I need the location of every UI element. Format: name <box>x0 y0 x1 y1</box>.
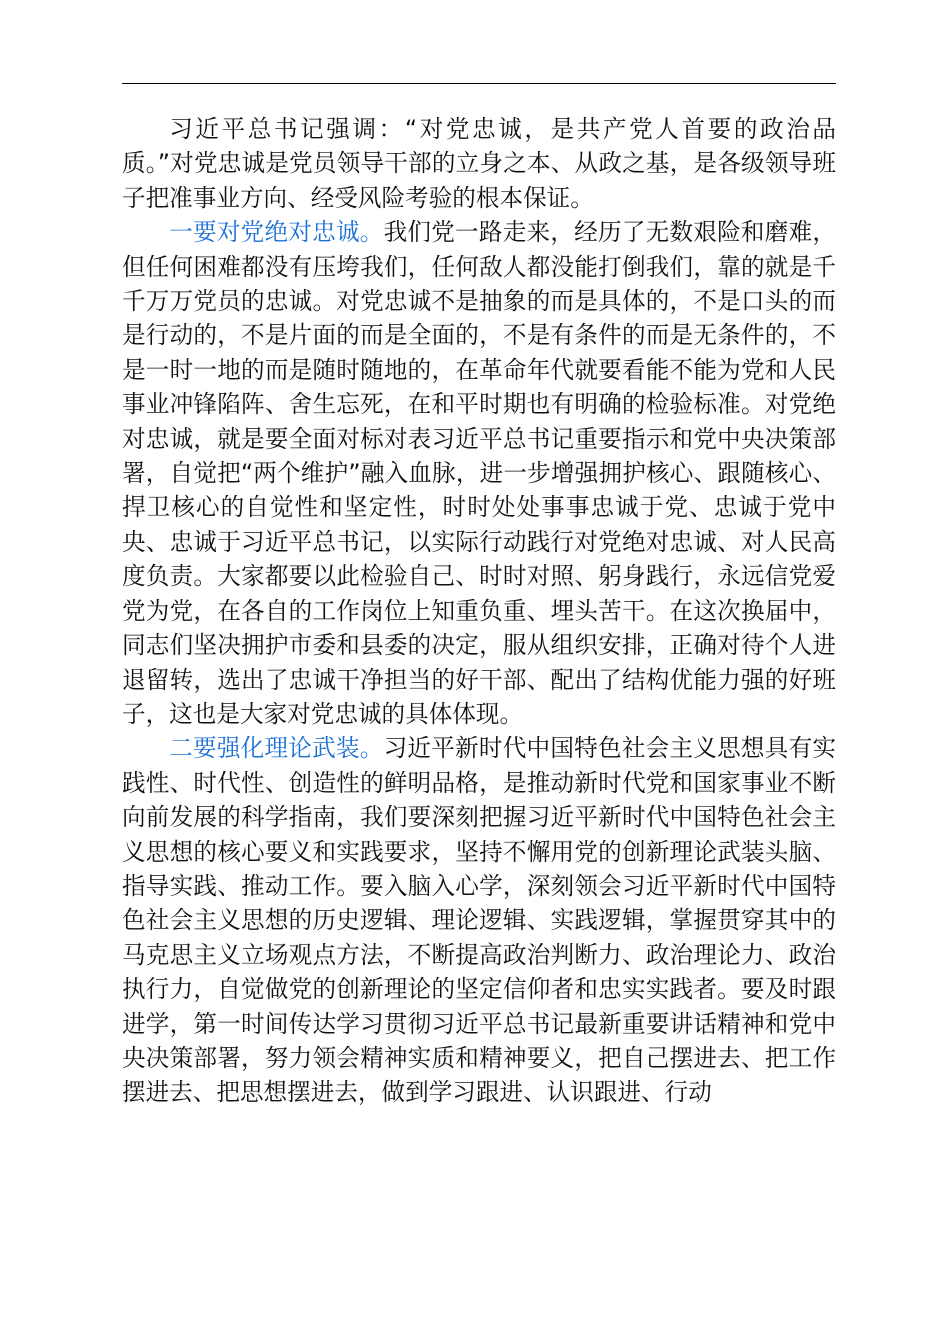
paragraph-intro <box>122 112 836 215</box>
paragraph-lead-heading: 二要强化理论武装。 <box>169 734 384 763</box>
paragraph-loyalty <box>122 215 836 731</box>
header-rule <box>122 83 836 84</box>
paragraph-text: 习近平总书记强调：“对党忠诚，是共产党人首要的政治品质。”对党忠诚是党员领导干部的立身之本、从政之基，是各级领导班子把准事业方向、经受风险考验的根本保证。 <box>122 115 836 212</box>
paragraph-text: 习近平新时代中国特色社会主义思想具有实践性、时代性、创造性的鲜明品格，是推动新时代党和国家事业不断向前发展的科学指南，我们要深刻把握习近平新时代中国特色社会主义思想的核心要义和实践要求，坚持不懈用党的创新理论武装头脑、指导实践、推动工作。要入脑入心学，深刻领会习近平新时代中国特色社会主义思想的历史逻辑、理论逻辑、实践逻辑，掌握贯穿其中的马克思主义立场观点方法，不断提高政治判断力、政治理论力、政治执行力，自觉做党的创新理论的坚定信仰者和忠实实践者。要及时跟进学，第一时间传达学习贯彻习近平总书记最新重要讲话精神和党中央决策部署，努力领会精神实质和精神要义，把自己摆进去、把工作摆进去、把思想摆进去，做到学习跟进、认识跟进、行动 <box>122 734 836 1107</box>
paragraph-text: 我们党一路走来，经历了无数艰险和磨难，但任何困难都没有压垮我们，任何敌人都没能打倒我们，靠的就是千千万万党员的忠诚。对党忠诚不是抽象的而是具体的，不是口头的而是行动的，不是片面的而是全面的，不是有条件的而是无条件的，不是一时一地的而是随时随地的，在革命年代就要看能不能为党和人民事业冲锋陷阵、舍生忘死，在和平时期也有明确的检验标准。对党绝对忠诚，就是要全面对标对表习近平总书记重要指示和党中央决策部署，自觉把“两个维护”融入血脉，进一步增强拥护核心、跟随核心、捍卫核心的自觉性和坚定性，时时处处事事忠诚于党、忠诚于党中央、忠诚于习近平总书记，以实际行动践行对党绝对忠诚、对人民高度负责。大家都要以此检验自己、时时对照、躬身践行，永远信党爱党为党，在各自的工作岗位上知重负重、埋头苦干。在这次换届中，同志们坚决拥护市委和县委的决定，服从组织安排，正确对待个人进退留转，选出了忠诚干净担当的好干部、配出了结构优能力强的好班子，这也是大家对党忠诚的具体体现。 <box>122 218 836 728</box>
document-body <box>122 112 836 1110</box>
paragraph-lead-heading: 一要对党绝对忠诚。 <box>169 218 384 247</box>
paragraph-theory <box>122 731 836 1109</box>
